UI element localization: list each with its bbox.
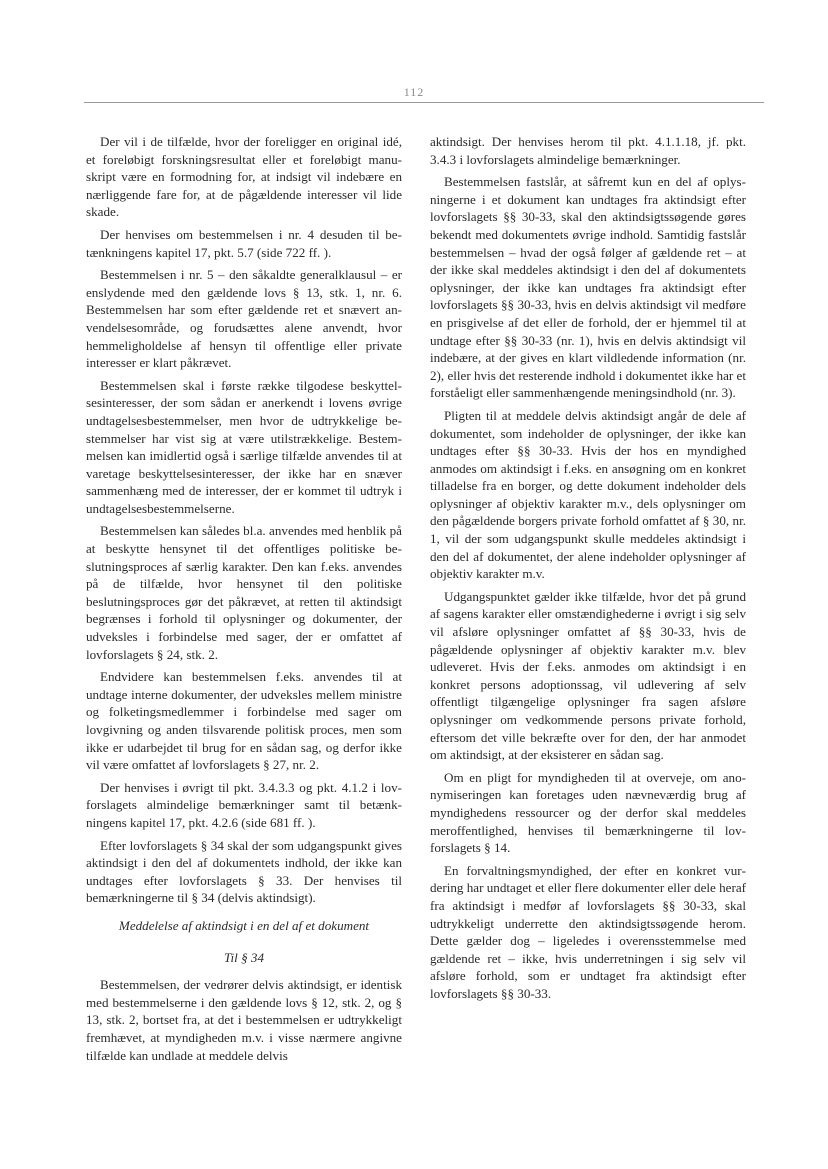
body-paragraph: Bestemmelsen fastslår, at såfremt kun en del af oplysningerne i et dokument kan undtages fra aktindsigt efter lovforslagets §§ 30-33, skal den aktindsigtssøgende gøres bekendt med dokumentets øvrige indhold. Samtidig fastslår bestemmelsen – hvad der også følger af gældende ret – at der ikke skal meddeles aktindsigt i den del af dokumentets oplysninger, der ikke kan undtages fra aktindsigt efter lovforslagets §§ 30-33, hvis en delvis aktindsigt vil medføre en prisgivelse af det eller de forhold, der er hjemmel til at undtage efter §§ 30-33 (nr. 1), hvis en delvis aktindsigt vil indebære, at der gives en klart vildledende information (nr. 2), eller hvis det resterende indhold i dokumentet ikke har et forståeligt eller sammenhængende meningsindhold (nr. 3). xyxy=(430,174,746,401)
body-paragraph: aktindsigt. Der henvises herom til pkt. 4.1.1.18, jf. pkt. 3.4.3 i lovforslagets almindelige bemærkninger. xyxy=(430,134,746,167)
body-paragraph: Udgangspunktet gælder ikke tilfælde, hvor det på grund af sagens karakter eller omstændighederne i øvrigt i sig selv vil afsløre oplysninger omfattet af §§ 30-33, hvis de pågældende oplysninger af objektiv karakter m.v. blev udleveret. Hvis der f.eks. anmodes om aktindsigt i en konkret persons adoptionssag, vil udlevering af selv offentligt tilgængelige oplysninger fra sagen afsløre oplysninger om vedkommende persons private forhold, eftersom det ville bekræfte over for den, der har anmodet om aktindsigt, at der eksisterer en sådan sag. xyxy=(430,588,746,763)
body-paragraph: Der henvises om bestemmelsen i nr. 4 desuden til betænkningens kapitel 17, pkt. 5.7 (side 722 ff. ). xyxy=(86,226,402,260)
section-heading: Meddelelse af aktindsigt i en del af et dokument xyxy=(118,917,370,933)
body-paragraph: Bestemmelsen skal i første række tilgodese beskyttelsesinteresser, der som sådan er anerkendt i lovens øvrige undtagelsesbestemmelser, men hvor de udtrykkelige bestemmelser har vist sig at være utilstrækkelige. Bestemmelsen kan imidlertid også i særlige tilfælde anvendes til at varetage beskyttelsesinteresser, der ikke har en snæver sammenhæng med de interesser, der er kommet til udtryk i undtagelsesbestemmelserne. xyxy=(86,377,402,516)
body-paragraph: Bestemmelsen kan således bl.a. anvendes med henblik på at beskytte hensynet til det offentliges politiske beslutningsproces af særlig karakter. Den kan f.eks. anvendes på de tilfælde, hvor hensynet til den politiske beslutningsproces gør det påkrævet, at retten til aktindsigt begrænses i forhold til oplysninger og dokumenter, der udveksles i forbindelse med sager, der er omfattet af lovforslagets § 24, stk. 2. xyxy=(86,523,402,662)
body-paragraph: Bestemmelsen i nr. 5 – den såkaldte generalklausul – er enslydende med den gældende lovs § 13, stk. 1, nr. 6. Bestemmelsen har som efter gældende ret et snævert anvendelsesområde, og forudsættes alene anvendt, hvor hemmeligholdelse af hensyn til offentlige eller private interesser er klart påkrævet. xyxy=(86,267,402,371)
body-paragraph: Bestemmelsen, der vedrører delvis aktindsigt, er identisk med bestemmelserne i den gældende lovs § 12, stk. 2, og § 13, stk. 2, bortset fra, at det i bestemmelsen er udtrykkeligt fremhævet, at myndigheden m.v. i visse nærmere angivne tilfælde kan undlade at meddele delvis xyxy=(86,977,402,1063)
body-paragraph: Der henvises i øvrigt til pkt. 3.4.3.3 og pkt. 4.1.2 i lovforslagets almindelige bemærkninger samt til betænkningens kapitel 17, pkt. 4.2.6 (side 681 ff. ). xyxy=(86,779,402,830)
body-paragraph: En forvaltningsmyndighed, der efter en konkret vurdering har undtaget et eller flere dokumenter eller dele heraf fra aktindsigt i medfør af lovforslagets §§ 30-33, skal udtrykkeligt underrette den aktindsigtssøgende herom. Dette gælder dog – ligeledes i overensstemmelse med gældende ret – ikke, hvis underretningen i sig selv vil afsløre forhold, som er undtaget fra aktindsigt efter lovforslagets §§ 30-33. xyxy=(430,862,746,1001)
section-subheading: Til § 34 xyxy=(223,949,265,965)
right-column xyxy=(430,133,746,1008)
header-rule xyxy=(84,102,764,103)
body-paragraph: Der vil i de tilfælde, hvor der foreligger en original idé, et foreløbigt forskningsresultat eller et foreløbigt manuskript være en formodning for, at indsigt vil indebære en nærliggende fare for, at de pågældende interesser vil lide skade. xyxy=(86,134,402,220)
left-column xyxy=(86,133,402,1069)
body-paragraph: Om en pligt for myndigheden til at overveje, om anonymiseringen kan foretages uden nævneværdig brug af myndighedens ressourcer og der derfor skal meddeles meroffentlighed, henvises til bemærkningerne til lovforslagets § 14. xyxy=(430,769,746,856)
body-paragraph: Efter lovforslagets § 34 skal der som udgangspunkt gives aktindsigt i den del af dokumentets indhold, der ikke kan undtages efter lovforslagets § 33. Der henvises til bemærkningerne til § 34 (delvis aktindsigt). xyxy=(86,837,402,906)
body-paragraph: Endvidere kan bestemmelsen f.eks. anvendes til at undtage interne dokumenter, der udveksles mellem ministre og folketingsmedlemmer i forbindelse med sager om lovgivning og anden tilsvarende politisk proces, men som ikke er udarbejdet til brug for en sådan sag, og derfor ikke vil være omfattet af lovforslagets § 27, nr. 2. xyxy=(86,669,402,773)
page-number: 112 xyxy=(403,85,425,99)
body-paragraph: Pligten til at meddele delvis aktindsigt angår de dele af dokumentet, som indeholder de oplysninger, der ikke kan undtages efter §§ 30-33. Hvis der hos en myndighed anmodes om aktindsigt i f.eks. en ansøgning om en konkret tilladelse fra en borger, og dette dokument indeholder dels oplysninger af objektiv karakter m.v., dels oplysninger om den pågældende borgers private forhold omfattet af § 30, nr. 1, vil der som udgangspunkt skulle meddeles aktindsigt i den del af dokumentet, der alene indeholder oplysninger af objektiv karakter m.v. xyxy=(430,407,746,582)
